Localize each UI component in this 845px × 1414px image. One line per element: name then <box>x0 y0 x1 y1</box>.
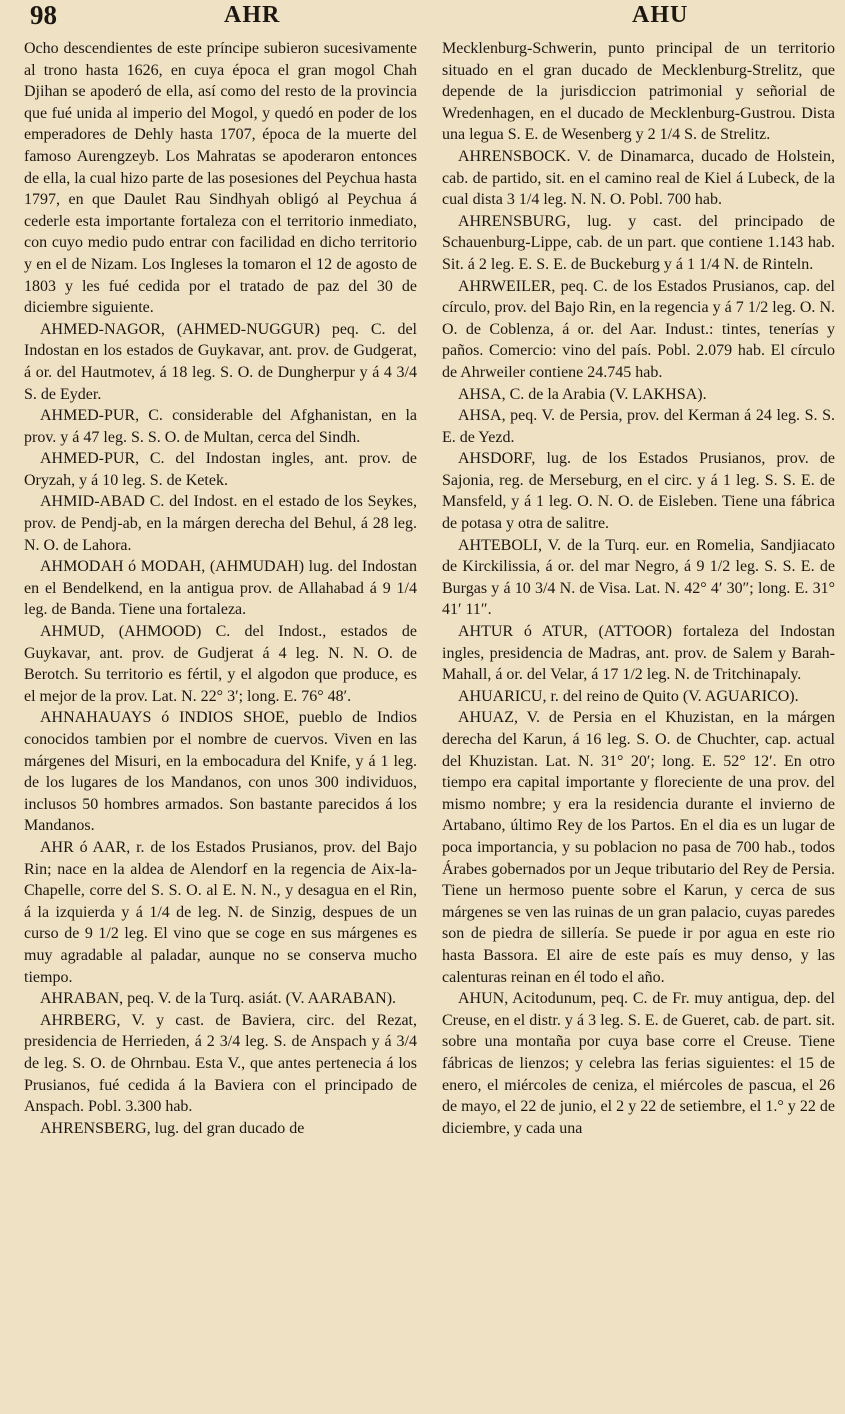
dictionary-entry: AHUAZ, V. de Persia en el Khuzistan, en la márgen derecha del Karun, á 16 leg. S. O. de Chuchter, cap. actual del Khuzistan. Lat. N. 31° 20′; long. E. 52° 12′. En otro tiempo era capital importante y floreciente de una prov. del mismo nombre; y era la residencia durante el invierno de Artabano, último Rey de los Partos. En el dia es un lugar de poca importancia, y su poblacion no pasa de 700 hab., todos Árabes gobernados por un Jeque tributario del Rey de Persia. Tiene un hermoso puente sobre el Karun, y cerca de sus márgenes se ven las ruinas de un gran palacio, cuyas paredes son de piedra de sillería. Se puede ir por agua en este rio hasta Bassora. El aire de este país es muy denso, y las calenturas reinan en él todo el año. <box>442 709 835 986</box>
dictionary-entry: AHRWEILER, peq. C. de los Estados Prusianos, cap. del círculo, prov. del Bajo Rin, en la regencia y á 7 1/2 leg. O. N. O. de Coblenza, á or. del Aar. Indust.: tintes, tenerías y paños. Comercio: vino del país. Pobl. 2.079 hab. El círculo de Ahrweiler contiene 24.745 hab. <box>442 277 835 381</box>
dictionary-entry: AHMED-PUR, C. del Indostan ingles, ant. prov. de Oryzah, y á 10 leg. S. de Ketek. <box>24 450 417 489</box>
right-column <box>442 38 835 1139</box>
dictionary-entry: AHMED-NAGOR, (AHMED-NUGGUR) peq. C. del Indostan en los estados de Guykavar, ant. prov. de Gudgerat, á or. del Hautmotev, á 18 leg. S. O. de Dungherpur y á 4 3/4 S. de Eyder. <box>24 320 417 403</box>
dictionary-entry: AHUARICU, r. del reino de Quito (V. AGUARICO). <box>458 687 799 705</box>
dictionary-entry: AHMED-PUR, C. considerable del Afghanistan, en la prov. y á 47 leg. S. S. O. de Multan, cerca del Sindh. <box>24 407 417 446</box>
dictionary-entry: AHMODAH ó MODAH, (AHMUDAH) lug. del Indostan en el Bendelkend, en la antigua prov. de Allahabad á 9 1/4 leg. de Banda. Tiene una fortaleza. <box>24 558 417 619</box>
dictionary-entry: AHRENSBURG, lug. y cast. del principado de Schauenburg-Lippe, cab. de un part. que contiene 1.143 hab. Sit. á 2 leg. E. S. E. de Buckeburg y á 1 1/4 N. de Rinteln. <box>442 212 835 273</box>
dictionary-entry: AHMUD, (AHMOOD) C. del Indost., estados de Guykavar, ant. prov. de Gudjerat á 4 leg. N. N. O. de Berotch. Su territorio es fértil, y el algodon que produce, es el mejor de la prov. Lat. N. 22° 3′; long. E. 76° 48′. <box>24 623 417 705</box>
dictionary-entry: AHRBERG, V. y cast. de Baviera, circ. del Rezat, presidencia de Herrieden, á 2 3/4 leg. S. de Anspach y á 3/4 de leg. S. O. de Ohrnbau. Esta V., que antes pertenecia á los Prusianos, fué cedida á la Baviera con el principado de Anspach. Pobl. 3.300 hab. <box>24 1011 417 1116</box>
dictionary-entry: AHMID-ABAD C. del Indost. en el estado de los Seykes, prov. de Pendj-ab, en la márgen derecha del Behul, á 28 leg. N. O. de Lahora. <box>24 493 417 554</box>
dictionary-entry: AHRENSBERG, lug. del gran ducado de <box>40 1119 305 1137</box>
text-columns <box>24 38 835 1139</box>
running-head-right: AHU <box>632 2 689 28</box>
dictionary-entry: AHSA, C. de la Arabia (V. LAKHSA). <box>458 385 707 403</box>
dictionary-entry: AHNAHAUAYS ó INDIOS SHOE, pueblo de Indios conocidos tambien por el nombre de cuervos. Viven en las márgenes del Misuri, en la embocadura del Knife, y á 1 leg. de los lugares de los Mandanos, con unos 300 individuos, inclusos 50 hombres armados. Son bastante parecidos á los Mandanos. <box>24 709 417 835</box>
dictionary-entry: AHSA, peq. V. de Persia, prov. del Kerman á 24 leg. S. S. E. de Yezd. <box>442 407 835 446</box>
dictionary-entry: AHRABAN, peq. V. de la Turq. asiát. (V. AARABAN). <box>40 990 397 1008</box>
dictionary-entry: AHRENSBOCK. V. de Dinamarca, ducado de Holstein, cab. de partido, sit. en el camino real de Kiel á Lubeck, de la cual dista 3 1/4 leg. N. N. O. Pobl. 700 hab. <box>442 147 835 209</box>
dictionary-entry: AHTEBOLI, V. de la Turq. eur. en Romelia, Sandjiacato de Kirckilissia, á or. del mar Negro, á 9 1/2 leg. S. S. E. de Burgas y á 10 3/4 N. de Visa. Lat. N. 42° 4′ 30″; long. E. 31° 41′ 11″. <box>442 536 835 619</box>
dictionary-entry: AHSDORF, lug. de los Estados Prusianos, prov. de Sajonia, reg. de Merseburg, en el circ. y á 1 leg. S. S. E. de Mansfeld, y á 1 leg. O. N. O. de Eisleben. Tiene una fábrica de potasa y otra de salitre. <box>442 450 835 533</box>
continued-entry-text: Ocho descendientes de este príncipe subieron sucesivamente al trono hasta 1626, en cuya época el gran mogol Chah Djihan se apoderó de ella, así como del resto de la provincia que fué unida al imperio del Mogol, y quedó en poder de los emperadores de Dehly hasta 1707, época de la muerte del famoso Aurengzeyb. Los Mahratas se apoderaron entonces de ella, la cual hizo parte de las posesiones del Peychua hasta 1797, en que Daulet Rau Sindhyah obligó al Peychua á cederle esta importante fortaleza con el territorio inmediato, con cuyo medio pudo entrar con facilidad en dicho territorio y en el de Nizam. Los Ingleses la tomaron el 12 de agosto de 1803 y les fué cedida por el tratado de paz del 30 de diciembre siguiente. <box>24 40 417 317</box>
continued-entry-text: Mecklenburg-Schwerin, punto principal de un territorio situado en el gran ducado de Mecklenburg-Strelitz, que depende de la jurisdiccion patrimonial y señorial de Wredenhagen, en el ducado de Mecklenburg-Gustrou. Dista una legua S. E. de Wesenberg y 2 1/4 S. de Strelitz. <box>442 40 835 144</box>
left-column <box>24 38 417 1139</box>
running-head <box>24 0 835 38</box>
dictionary-entry: AHUN, Acitodunum, peq. C. de Fr. muy antigua, dep. del Creuse, en el distr. y á 3 leg. S. E. de Gueret, cab. de part. sit. sobre una montaña por cuya base corre el Creuse. Tiene fábricas de lienzos; y celebra las ferias siguientes: el 15 de enero, el miércoles de ceniza, el miércoles de pascua, el 26 de mayo, el 22 de junio, el 2 y 22 de setiembre, el 1.° y 22 de diciembre, y cada una <box>442 990 835 1137</box>
dictionary-entry: AHTUR ó ATUR, (ATTOOR) fortaleza del Indostan ingles, presidencia de Madras, ant. prov. de Salem y Barah-Mahall, á or. del Velar, á 17 1/2 leg. N. de Tritchinapaly. <box>442 623 835 684</box>
page-number: 98 <box>30 0 57 30</box>
dictionary-entry: AHR ó AAR, r. de los Estados Prusianos, prov. del Bajo Rin; nace en la aldea de Alendorf en la regencia de Aix-la-Chapelle, corre del S. S. O. al E. N. N., y desagua en el Rin, á la izquierda y á 1/4 de leg. N. de Sinzig, despues de un curso de 9 1/2 leg. El vino que se coge en sus márgenes es muy agradable al paladar, aunque no se conserva mucho tiempo. <box>24 838 417 986</box>
running-head-left: AHR <box>224 2 281 28</box>
